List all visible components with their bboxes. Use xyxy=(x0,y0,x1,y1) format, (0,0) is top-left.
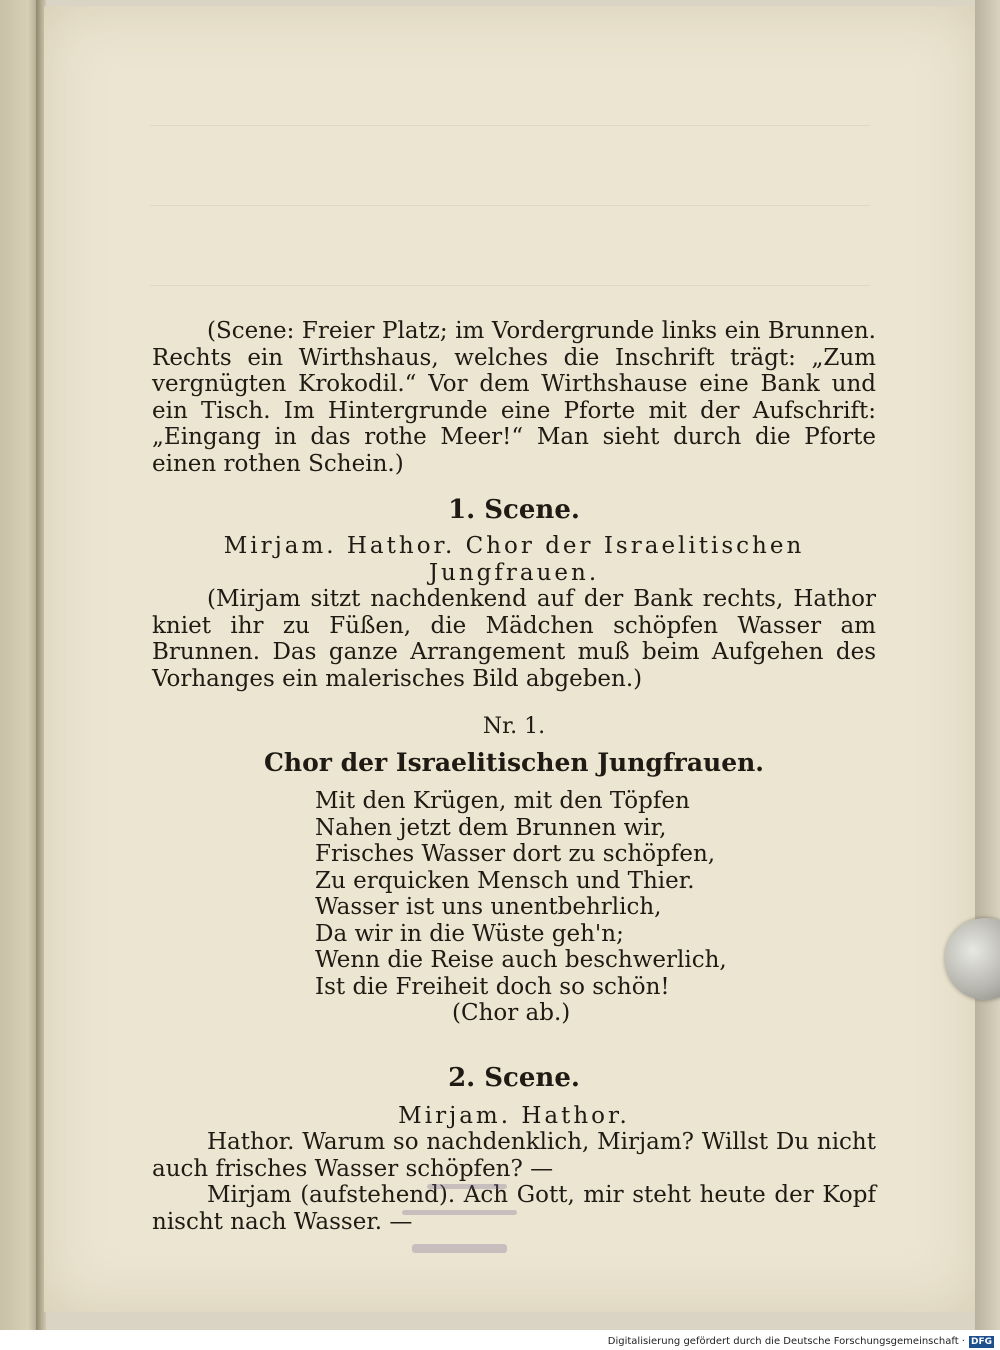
song-number: Nr. 1. xyxy=(482,714,546,739)
verse-line: Da wir in die Wüste geh'n; xyxy=(315,920,624,947)
page-text xyxy=(152,318,876,1235)
chorus-exit: (Chor ab.) xyxy=(452,1000,571,1026)
digitization-credit xyxy=(608,1336,994,1348)
credit-text: Digitalisierung gefördert durch die Deutsche Forschungsgemeinschaft · xyxy=(607,1336,965,1347)
verse-line: Wasser ist uns unentbehrlich, xyxy=(315,894,662,920)
scene-2-title: 2. Scene. xyxy=(448,1062,580,1093)
verse-line: Frisches Wasser dort zu schöpfen, xyxy=(315,841,716,867)
verse-line: Zu erquicken Mensch und Thier. xyxy=(315,867,695,894)
library-stamp xyxy=(392,1182,522,1267)
verse-line: Ist die Freiheit doch so schön! xyxy=(315,973,670,1000)
dfg-logo: DFG xyxy=(970,1337,992,1347)
verse-line: Wenn die Reise auch beschwerlich, xyxy=(315,947,727,973)
show-through-line xyxy=(150,285,870,286)
scene-1-direction: (Mirjam sitzt nachdenkend auf der Bank rechts, Hathor kniet ihr zu Füßen, die Mädchen schöpfen Wasser am Brunnen. Das ganze Arrangement muß beim Aufgehen des Vorhanges ein malerisches Bild abgeben.) xyxy=(152,586,876,692)
show-through-line xyxy=(150,125,870,126)
left-page-edge xyxy=(0,0,40,1330)
verse-line: Mit den Krügen, mit den Töpfen xyxy=(315,788,690,814)
song-verse xyxy=(152,788,876,1000)
verse-line: Nahen jetzt dem Brunnen wir, xyxy=(315,814,667,841)
scene-2-cast: Mirjam. Hathor. xyxy=(398,1102,630,1129)
scene-1-title: 1. Scene. xyxy=(448,495,580,525)
stage-direction: (Scene: Freier Platz; im Vordergrunde links ein Brunnen. Rechts ein Wirthshaus, welches die Inschrift trägt: „Zum vergnügten Krokodil.“ Vor dem Wirthshause eine Bank und ein Tisch. Im Hintergrunde eine Pforte mit der Aufschrift: „Eingang in das rothe Meer!“ Man sieht durch die Pforte einen rothen Schein.) xyxy=(152,318,876,477)
show-through-line xyxy=(150,205,870,206)
dialogue-mirjam: Mirjam (aufstehend). Ach Gott, mir steht heute der Kopf nischt nach Wasser. — xyxy=(152,1182,876,1235)
right-page-edge xyxy=(975,0,1000,1330)
song-title: Chor der Israelitischen Jungfrauen. xyxy=(264,748,764,777)
scene-1-cast: Mirjam. Hathor. Chor der Israelitischen Jungfrauen. xyxy=(223,533,805,586)
dialogue-hathor: Hathor. Warum so nachdenklich, Mirjam? Willst Du nicht auch frisches Wasser schöpfen? — xyxy=(152,1129,876,1182)
